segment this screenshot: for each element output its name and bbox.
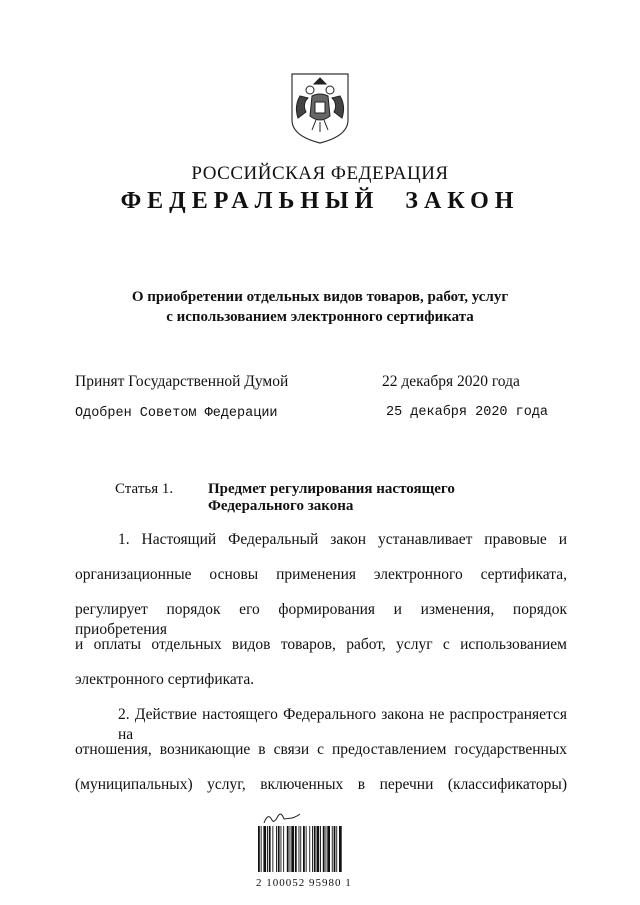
document-type (0, 188, 640, 215)
article-title-line1: Предмет регулирования настоящего (208, 481, 455, 497)
law-title-line1: О приобретении отдельных видов товаров, работ, услуг (131, 289, 509, 305)
duma-adoption-date: 22 декабря 2020 года (382, 373, 520, 390)
law-title (0, 287, 640, 327)
law-title-line2: с использованием электронного сертификата (166, 309, 474, 325)
barcode-icon (256, 826, 380, 879)
paragraph-1-line-5: электронного сертификата. (75, 671, 255, 688)
document-type-word2: ЗАКОН (405, 188, 520, 214)
article-number: Статья 1. (115, 481, 174, 497)
coat-of-arms-icon (286, 70, 354, 146)
handwritten-mark-icon (262, 810, 302, 826)
country-name: РОССИЙСКАЯ ФЕДЕРАЦИЯ (191, 163, 449, 184)
council-approval-date: 25 декабря 2020 года (386, 405, 549, 420)
article-title (208, 481, 455, 515)
paragraph-2-line-3: (муниципальных) услуг, включенных в перечни (классификаторы) (75, 776, 567, 793)
paragraph-1-line-1: 1. Настоящий Федеральный закон устанавливает правовые и (118, 531, 567, 548)
paragraph-2-line-1: 2. Действие настоящего Федерального закона не распространяется на (118, 706, 567, 743)
paragraph-1-line-2: организационные основы применения электронного сертификата, (75, 566, 567, 583)
article-title-line2: Федерального закона (208, 498, 354, 514)
paragraph-2-line-2: отношения, возникающие в связи с предоставлением государственных (75, 741, 567, 758)
council-approval-label: Одобрен Советом Федерации (75, 406, 278, 421)
duma-adoption-label: Принят Государственной Думой (75, 373, 289, 390)
paragraph-1-line-3: регулирует порядок его формирования и изменения, порядок приобретения (75, 601, 567, 638)
document-type-word1: ФЕДЕРАЛЬНЫЙ (120, 188, 380, 214)
barcode-number: 2 100052 95980 1 (256, 877, 352, 889)
paragraph-1-line-4: и оплаты отдельных видов товаров, работ, услуг с использованием (75, 636, 567, 653)
